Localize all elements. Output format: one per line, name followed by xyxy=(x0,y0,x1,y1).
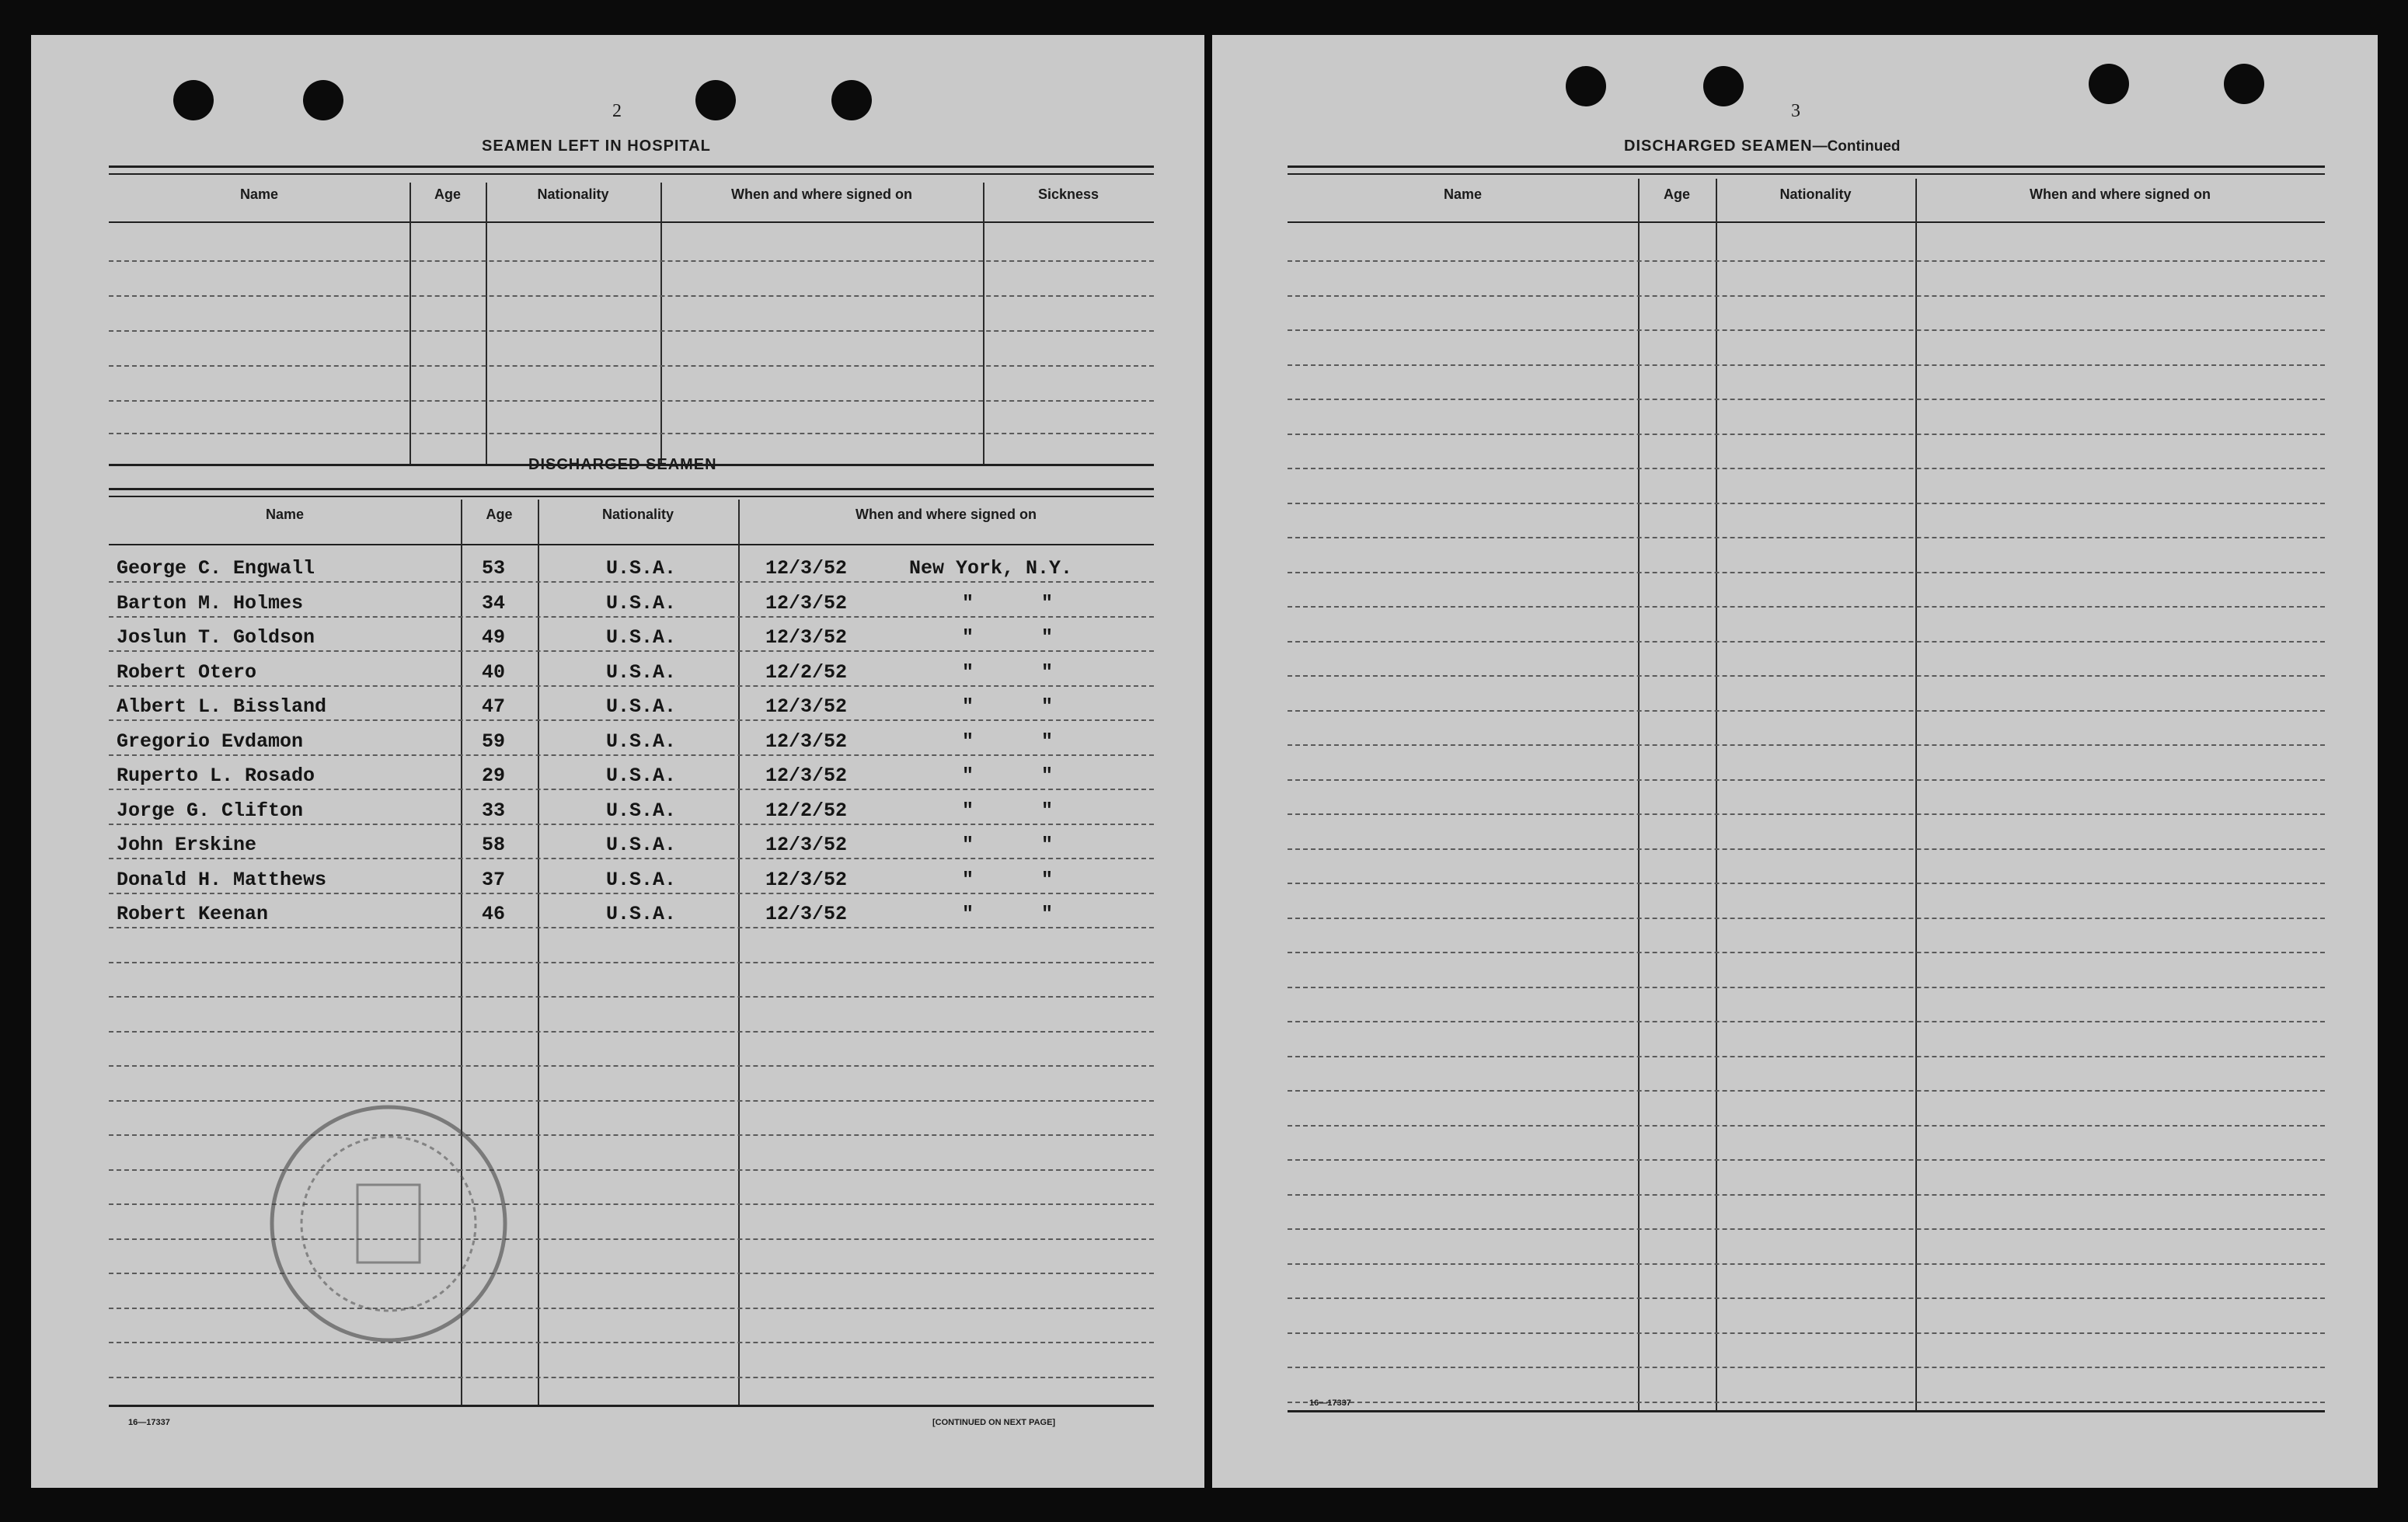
seaman-name: John Erskine xyxy=(117,834,257,856)
form-number: 16—17337 xyxy=(128,1418,170,1427)
signed-on-place-ditto: " xyxy=(1041,903,1054,925)
signed-on-place-ditto: " xyxy=(1041,660,1054,684)
column-header-signed-on: When and where signed on xyxy=(2029,186,2211,202)
row-line xyxy=(1288,883,2325,884)
title-suffix: —Continued xyxy=(1812,138,1901,155)
signed-on-date: 12/3/52 xyxy=(765,764,848,787)
seaman-age: 34 xyxy=(482,591,506,615)
seaman-name: George C. Engwall xyxy=(117,557,315,580)
row-line xyxy=(1288,537,2325,538)
left-page xyxy=(31,35,1204,1488)
row-line xyxy=(109,719,1154,721)
row-line xyxy=(109,1377,1154,1378)
signed-on-place-ditto: " xyxy=(1041,730,1054,753)
column-divider xyxy=(983,183,984,464)
seaman-name: Joslun T. Goldson xyxy=(117,626,315,649)
seaman-nationality: U.S.A. xyxy=(606,799,677,822)
seaman-age: 40 xyxy=(482,660,506,684)
row-line xyxy=(1288,1402,2325,1403)
signed-on-date: 12/2/52 xyxy=(765,660,848,684)
row-line xyxy=(109,893,1154,894)
signed-on-place: New York, N.Y. xyxy=(909,557,1073,580)
column-divider xyxy=(409,183,411,464)
row-line xyxy=(109,581,1154,583)
row-line xyxy=(1288,329,2325,331)
column-header-nationality: Nationality xyxy=(601,507,674,522)
row-line xyxy=(1288,1367,2325,1368)
row-line xyxy=(109,754,1154,756)
row-line xyxy=(1288,641,2325,643)
signed-on-place-ditto: " xyxy=(1041,834,1054,856)
row-line xyxy=(1288,1228,2325,1230)
table-top-rule xyxy=(109,173,1154,175)
row-line xyxy=(1288,1159,2325,1161)
seaman-age: 53 xyxy=(482,557,506,580)
continued-note: [CONTINUED ON NEXT PAGE] xyxy=(932,1418,1056,1427)
punch-hole xyxy=(2089,64,2129,104)
seaman-age: 29 xyxy=(482,764,506,787)
signed-on-date: 12/2/52 xyxy=(765,799,848,822)
column-header-name: Name xyxy=(239,186,279,202)
form-number: 16—17337 xyxy=(1309,1398,1351,1408)
column-divider xyxy=(538,500,539,1405)
punch-hole xyxy=(303,80,343,120)
seaman-nationality: U.S.A. xyxy=(606,591,677,615)
signed-on-place: " xyxy=(962,834,974,856)
row-line xyxy=(109,330,1154,332)
seaman-nationality: U.S.A. xyxy=(606,903,677,925)
row-line xyxy=(1288,295,2325,297)
seaman-age: 49 xyxy=(482,626,506,649)
punch-hole xyxy=(2224,64,2264,104)
row-line xyxy=(1288,918,2325,919)
seaman-nationality: U.S.A. xyxy=(606,695,677,718)
row-line xyxy=(1288,399,2325,400)
punch-hole xyxy=(1566,66,1606,106)
row-line xyxy=(1288,606,2325,608)
table-top-rule xyxy=(109,488,1154,490)
row-line xyxy=(1288,1056,2325,1057)
circular-stamp xyxy=(264,1099,513,1348)
seaman-name: Albert L. Bissland xyxy=(117,695,327,718)
seaman-age: 59 xyxy=(482,730,506,753)
seaman-nationality: U.S.A. xyxy=(606,868,677,891)
row-line xyxy=(1288,1263,2325,1265)
column-header-signed-on: When and where signed on xyxy=(730,186,912,202)
punch-hole xyxy=(831,80,872,120)
row-line xyxy=(109,650,1154,652)
row-line xyxy=(109,295,1154,297)
row-line xyxy=(109,824,1154,825)
table-top-rule xyxy=(1288,173,2325,175)
row-line xyxy=(1288,1125,2325,1127)
row-line xyxy=(1288,987,2325,988)
signed-on-place: " xyxy=(962,591,974,615)
row-line xyxy=(109,789,1154,790)
signed-on-place: " xyxy=(962,660,974,684)
page-number: 2 xyxy=(612,101,622,121)
signed-on-place: " xyxy=(962,764,974,787)
signed-on-place-ditto: " xyxy=(1041,868,1054,891)
signed-on-place: " xyxy=(962,868,974,891)
row-line xyxy=(1288,1297,2325,1299)
row-line xyxy=(1288,434,2325,435)
header-rule xyxy=(1288,221,2325,223)
discharged-continued-title xyxy=(1624,138,1901,155)
header-rule xyxy=(109,544,1154,545)
row-line xyxy=(109,1031,1154,1033)
seaman-nationality: U.S.A. xyxy=(606,660,677,684)
signed-on-place: " xyxy=(962,695,974,718)
signed-on-place-ditto: " xyxy=(1041,799,1054,822)
row-line xyxy=(1288,813,2325,815)
signed-on-date: 12/3/52 xyxy=(765,695,848,718)
column-divider xyxy=(660,183,662,464)
row-line xyxy=(109,260,1154,262)
seaman-nationality: U.S.A. xyxy=(606,730,677,753)
seaman-nationality: U.S.A. xyxy=(606,764,677,787)
column-divider xyxy=(738,500,740,1405)
row-line xyxy=(109,1065,1154,1067)
row-line xyxy=(1288,468,2325,469)
row-line xyxy=(1288,1021,2325,1022)
row-line xyxy=(1288,1090,2325,1092)
signed-on-place-ditto: " xyxy=(1041,591,1054,615)
column-header-nationality: Nationality xyxy=(537,186,609,202)
seaman-name: Donald H. Matthews xyxy=(117,868,327,891)
row-line xyxy=(1288,503,2325,504)
column-header-name: Name xyxy=(1443,186,1483,202)
signed-on-place: " xyxy=(962,730,974,753)
signed-on-place: " xyxy=(962,626,974,649)
seaman-name: Robert Otero xyxy=(117,660,257,684)
column-header-nationality: Nationality xyxy=(1779,186,1852,202)
seaman-age: 47 xyxy=(482,695,506,718)
signed-on-place: " xyxy=(962,799,974,822)
title-text: DISCHARGED SEAMEN xyxy=(1624,138,1813,155)
row-line xyxy=(109,433,1154,434)
table-bottom-rule xyxy=(109,1405,1154,1407)
row-line xyxy=(109,616,1154,618)
right-page xyxy=(1212,35,2378,1488)
row-line xyxy=(109,927,1154,928)
signed-on-place-ditto: " xyxy=(1041,695,1054,718)
row-line xyxy=(109,365,1154,367)
seaman-age: 46 xyxy=(482,903,506,925)
punch-hole xyxy=(1703,66,1744,106)
row-line xyxy=(1288,744,2325,746)
row-line xyxy=(1288,710,2325,712)
seaman-name: Barton M. Holmes xyxy=(117,591,304,615)
seaman-nationality: U.S.A. xyxy=(606,557,677,580)
column-header-sickness: Sickness xyxy=(1037,186,1099,202)
seaman-name: Gregorio Evdamon xyxy=(117,730,304,753)
column-header-age: Age xyxy=(434,186,461,202)
row-line xyxy=(1288,1194,2325,1196)
seaman-age: 33 xyxy=(482,799,506,822)
column-header-signed-on: When and where signed on xyxy=(855,507,1037,522)
signed-on-place: " xyxy=(962,903,974,925)
row-line xyxy=(1288,848,2325,850)
seaman-nationality: U.S.A. xyxy=(606,834,677,856)
discharged-section-title: DISCHARGED SEAMEN xyxy=(528,456,717,473)
row-line xyxy=(1288,572,2325,573)
seaman-name: Ruperto L. Rosado xyxy=(117,764,315,787)
row-line xyxy=(1288,779,2325,781)
signed-on-place-ditto: " xyxy=(1041,626,1054,649)
row-line xyxy=(109,996,1154,998)
column-divider xyxy=(486,183,487,464)
hospital-section-title: SEAMEN LEFT IN HOSPITAL xyxy=(482,138,711,155)
signed-on-date: 12/3/52 xyxy=(765,834,848,856)
row-line xyxy=(1288,260,2325,262)
row-line xyxy=(1288,364,2325,366)
row-line xyxy=(1288,952,2325,953)
signed-on-place-ditto: " xyxy=(1041,764,1054,787)
page-number: 3 xyxy=(1791,101,1800,121)
punch-hole xyxy=(695,80,736,120)
row-line xyxy=(1288,675,2325,677)
column-header-name: Name xyxy=(265,507,305,522)
column-header-age: Age xyxy=(486,507,513,522)
signed-on-date: 12/3/52 xyxy=(765,730,848,753)
header-rule xyxy=(109,221,1154,223)
seaman-age: 37 xyxy=(482,868,506,891)
row-line xyxy=(1288,1332,2325,1334)
seaman-nationality: U.S.A. xyxy=(606,626,677,649)
seaman-name: Robert Keenan xyxy=(117,903,269,925)
row-line xyxy=(109,962,1154,963)
row-line xyxy=(109,400,1154,402)
row-line xyxy=(109,685,1154,687)
signed-on-date: 12/3/52 xyxy=(765,591,848,615)
signed-on-date: 12/3/52 xyxy=(765,868,848,891)
signed-on-date: 12/3/52 xyxy=(765,557,848,580)
table-bottom-rule xyxy=(1288,1410,2325,1412)
signed-on-date: 12/3/52 xyxy=(765,626,848,649)
column-header-age: Age xyxy=(1663,186,1690,202)
signed-on-date: 12/3/52 xyxy=(765,903,848,925)
table-top-rule xyxy=(1288,165,2325,168)
seaman-name: Jorge G. Clifton xyxy=(117,799,304,822)
table-top-rule xyxy=(109,496,1154,497)
punch-hole xyxy=(173,80,214,120)
seaman-age: 58 xyxy=(482,834,506,856)
row-line xyxy=(109,858,1154,859)
table-top-rule xyxy=(109,165,1154,168)
